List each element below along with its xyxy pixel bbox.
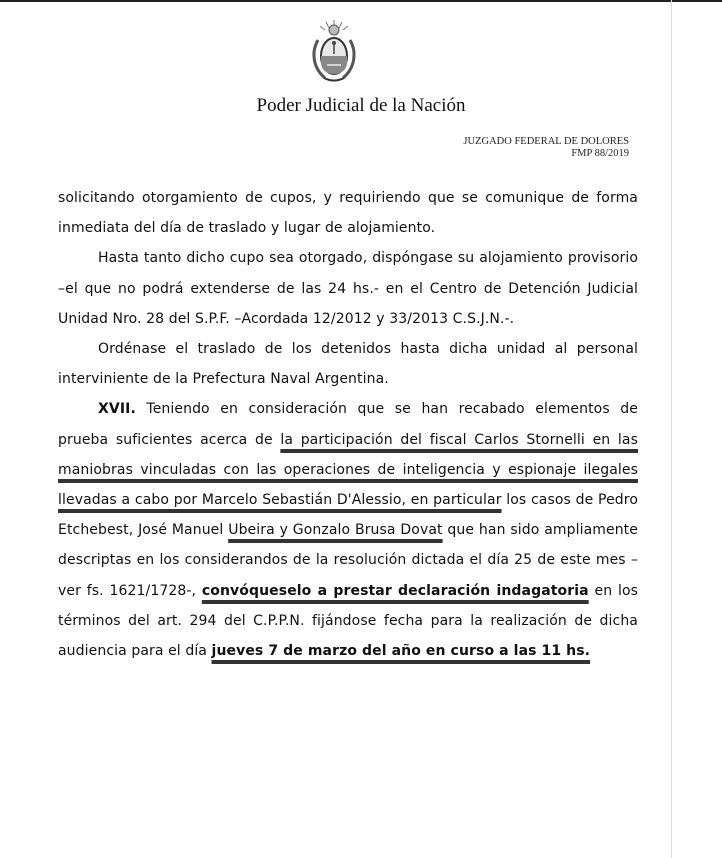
hearing-date: jueves 7 de marzo del año en curso a las 11 hs.	[211, 643, 591, 660]
court-header	[463, 136, 629, 160]
argentina-coat-of-arms-icon	[309, 18, 359, 84]
paragraph-4	[58, 394, 638, 666]
underlined-passage-b: Ubeira y Gonzalo Brusa Dovat	[228, 522, 443, 539]
paragraph-1: solicitando otorgamiento de cupos, y requiriendo que se comunique de forma inmediata del día de traslado y lugar de alojamiento.	[58, 190, 638, 237]
paragraph-4-text-b: los casos de Pedro Etchebest, José Manuel	[58, 492, 638, 539]
summons-order: convóqueselo a prestar declaración indagatoria	[201, 582, 589, 599]
document-body	[58, 183, 638, 666]
court-name: JUZGADO FEDERAL DE DOLORES	[463, 136, 629, 147]
section-number: XVII.	[98, 401, 136, 418]
paragraph-3: Ordénase el traslado de los detenidos hasta dicha unidad al personal interviniente de la Prefectura Naval Argentina.	[58, 341, 638, 388]
page-right-edge	[671, 0, 672, 858]
case-number: FMP 88/2019	[571, 148, 629, 159]
institution-title: Poder Judicial de la Nación	[256, 95, 466, 116]
underlined-passage-a: la participación del fiscal Carlos Stornelli en las maniobras vinculadas con las operaciones de inteligencia y espionaje ilegales llevadas a cabo por Marcelo Sebastián D'Alessio, en particular	[58, 431, 638, 509]
paragraph-4-text-c: que han sido ampliamente descriptas en los considerandos de la resolución dictada el día 25 de este mes –ver fs. 1621/1728-,	[58, 522, 638, 599]
paragraph-4-text-d: en los términos del art. 294 del C.P.P.N. fijándose fecha para la realización de dicha audiencia para el día	[58, 582, 639, 660]
paragraph-2: Hasta tanto dicho cupo sea otorgado, dispóngase su alojamiento provisorio –el que no podrá extenderse de las 24 hs.- en el Centro de Detención Judicial Unidad Nro. 28 del S.P.F. –Acordada 12/2012 y 33/2013 C.S.J.N.-.	[58, 250, 638, 327]
page-top-border	[0, 0, 722, 2]
paragraph-4-text-a: Teniendo en consideración que se han recabado elementos de prueba suficientes acerca de	[58, 401, 638, 448]
